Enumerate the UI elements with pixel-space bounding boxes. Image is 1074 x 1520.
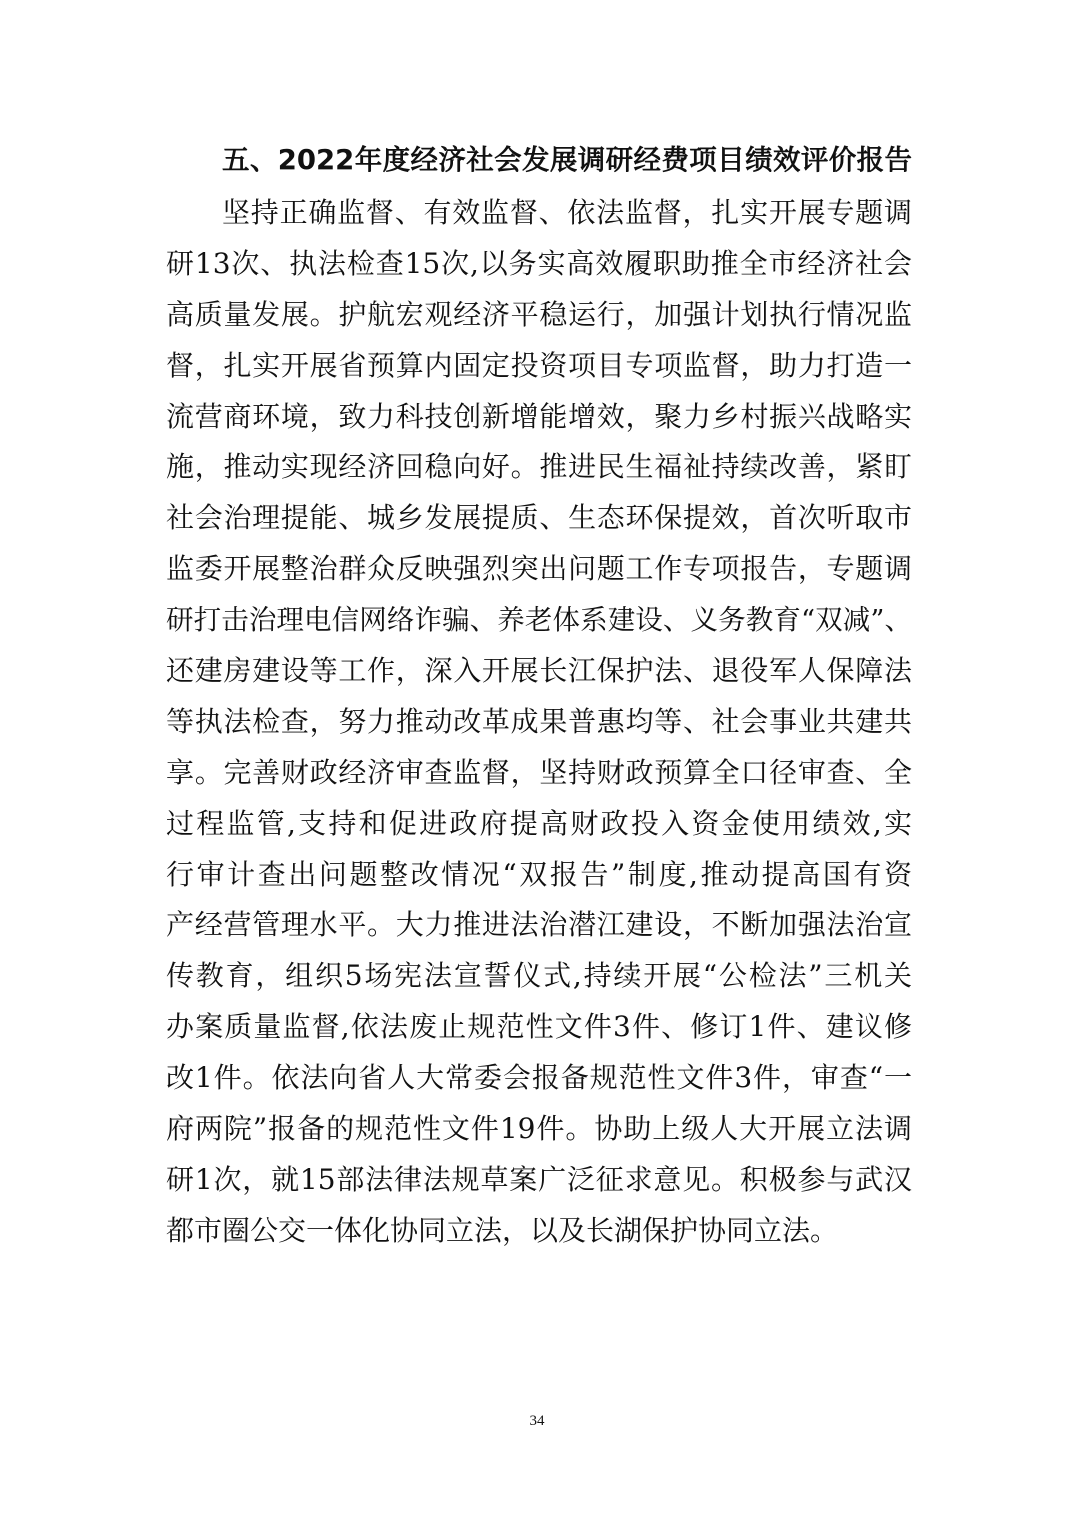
section-title: 五、2022年度经济社会发展调研经费项目绩效评价报告	[222, 144, 912, 176]
body-text-line: 督，扎实开展省预算内固定投资项目专项监督，助力打造一	[166, 348, 912, 382]
body-text-line: 办案质量监督,依法废止规范性文件3件、修订1件、建议修	[166, 1010, 912, 1044]
body-text-line: 过程监管,支持和促进政府提高财政投入资金使用绩效,实	[166, 806, 912, 840]
body-text-line: 研1次，就15部法律法规草案广泛征求意见。积极参与武汉	[166, 1162, 912, 1196]
body-text-line: 流营商环境，致力科技创新增能增效，聚力乡村振兴战略实	[166, 399, 912, 433]
body-text-line: 研13次、执法检查15次,以务实高效履职助推全市经济社会	[166, 246, 912, 280]
body-text-line: 享。完善财政经济审查监督，坚持财政预算全口径审查、全	[166, 755, 912, 789]
page-number: 34	[529, 1413, 545, 1429]
body-text-line: 还建房建设等工作，深入开展长江保护法、退役军人保障法	[166, 654, 912, 688]
body-text-line: 坚持正确监督、有效监督、依法监督，扎实开展专题调	[222, 196, 912, 229]
body-text-line: 研打击治理电信网络诈骗、养老体系建设、义务教育“双减”、	[166, 604, 912, 637]
body-text-line: 等执法检查，努力推动改革成果普惠均等、社会事业共建共	[166, 704, 912, 738]
body-text-line: 改1件。依法向省人大常委会报备规范性文件3件，审查“一	[166, 1061, 912, 1095]
body-text-line: 施，推动实现经济回稳向好。推进民生福祉持续改善，紧盯	[166, 450, 912, 484]
body-text-line: 监委开展整治群众反映强烈突出问题工作专项报告，专题调	[166, 552, 912, 586]
body-text-line: 府两院”报备的规范性文件19件。协助上级人大开展立法调	[166, 1112, 912, 1146]
body-text-line: 高质量发展。护航宏观经济平稳运行，加强计划执行情况监	[166, 297, 912, 331]
body-text-line: 社会治理提能、城乡发展提质、生态环保提效，首次听取市	[166, 501, 912, 535]
body-paragraph	[166, 188, 912, 1257]
body-text-line: 行审计查出问题整改情况“双报告”制度,推动提高国有资	[166, 857, 912, 891]
body-text-line: 传教育，组织5场宪法宣誓仪式,持续开展“公检法”三机关	[166, 959, 912, 993]
body-text-line: 产经营管理水平。大力推进法治潜江建设，不断加强法治宣	[166, 908, 912, 942]
body-text-line: 都市圈公交一体化协同立法，以及长湖保护协同立法。	[166, 1213, 839, 1247]
